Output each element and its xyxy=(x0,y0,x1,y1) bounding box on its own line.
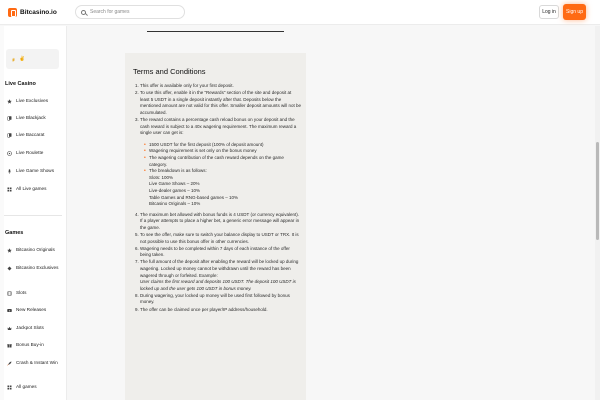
diamond-icon xyxy=(7,266,12,271)
sidebar-item-live-roulette[interactable] xyxy=(7,150,65,156)
cards-icon xyxy=(7,133,12,138)
sidebar-item-live-baccarat[interactable] xyxy=(7,132,65,138)
breakdown-line: Live-dealer games – 10% xyxy=(149,187,201,193)
sidebar-item-live-exclusives[interactable] xyxy=(7,98,65,104)
slots-icon xyxy=(7,291,12,296)
search-icon xyxy=(81,10,86,15)
sidebar-item-label: Live Exclusives xyxy=(16,98,49,103)
hand-icon xyxy=(11,57,16,62)
terms-item: 8. During wagering, your locked up money will be used first followed by bonus money. xyxy=(140,293,301,306)
sidebar-item-live-blackjack[interactable] xyxy=(7,115,65,121)
live-casino-heading: Live Casino xyxy=(5,81,36,87)
sidebar-item-bitcasino-originals[interactable] xyxy=(7,247,65,253)
sidebar-item-label: All Live games xyxy=(16,186,47,191)
bitcasino-logo-icon xyxy=(8,8,17,17)
sidebar-item-label: Bitcasino Exclusives xyxy=(16,265,59,270)
sidebar-item-label: Live Roulette xyxy=(16,150,44,155)
star-icon xyxy=(7,99,12,104)
breakdown-line: Slots: 100% xyxy=(149,174,174,180)
terms-item: 9. The offer can be claimed once per player/IP address/household. xyxy=(140,307,301,314)
sidebar-item-live-game-shows[interactable] xyxy=(7,168,65,174)
bullet-item: • 1500 USDT for the first deposit (100% of deposit amount) xyxy=(144,142,301,149)
sidebar-item-label: Slots xyxy=(16,290,27,295)
sidebar-item-bonus-buy-in[interactable] xyxy=(7,342,65,348)
sidebar-item-label: Crash & Instant Win xyxy=(16,360,58,365)
reward-bullets xyxy=(140,142,301,208)
search-input[interactable] xyxy=(90,9,180,15)
grid-icon xyxy=(7,385,12,390)
terms-item: 2. To use this offer, enable it in the "Rewards" section of the site and deposit at least 5 USDT in a single deposit instantly after that. Deposits below the mentioned amount are not valid for this offer. Smaller deposit amounts will not be accumulated. xyxy=(140,90,301,116)
search-box[interactable] xyxy=(75,5,185,19)
terms-item: 4. The maximum bet allowed with bonus funds is 4 USDT (or currency equivalent). If a player attempts to place a higher bet, a generic error message will appear in the game. xyxy=(140,212,301,232)
grid-icon xyxy=(7,187,12,192)
sidebar-item-crash-instant-win[interactable] xyxy=(7,360,65,366)
bullet-item: • The wagering contribution of the cash reward depends on the game category. xyxy=(144,155,301,168)
signup-button[interactable]: Sign up xyxy=(563,4,586,20)
terms-title: Terms and Conditions xyxy=(133,67,206,76)
rocket-icon xyxy=(7,361,12,366)
bullet-item: • The breakdown is as follows: Slots: 100% Live Game Shows – 20% Live-dealer games – 10% Table Games and RNG-based games – 10% Bitcasino Originals – 10% xyxy=(144,168,301,208)
sidebar-item-all-live-games[interactable] xyxy=(7,186,65,192)
sidebar-promo-item[interactable] xyxy=(6,49,59,69)
sidebar-item-label: New Releases xyxy=(16,307,47,312)
terms-example: User claims the first reward and deposits 100 USDT. The deposit 100 USDT is locked up and the user gets 100 USDT in bonus money. xyxy=(140,279,296,291)
sidebar-promo-label: ✌ xyxy=(19,56,25,62)
sidebar-item-label: Bitcasino Originals xyxy=(16,247,55,252)
terms-item: 3. The reward contains a percentage cash reload bonus on your deposit and the cash reward is subject to a 40x wagering requirement. The maximum reward a single user can get is: • 1500 USDT for the first deposit (100% of deposit amount) • Wagering requirement is set only on the bonus money • The wagering contribution of the cash reward depends on the game category. • The breakdown is as follows: Slots: 100% Live Game Shows – 20% Live-dealer games – 10% Table Games and RNG-based games – 10% Bitcasino Originals – 10% xyxy=(140,117,301,208)
terms-item: 5. To see the offer, make sure to switch your balance display to USDT or TRX. It is not possible to use this bonus offer in other currencies. xyxy=(140,232,301,245)
terms-item: 1. This offer is available only for your first deposit. xyxy=(140,83,301,90)
brand-logo[interactable] xyxy=(8,8,68,17)
terms-item: 7. The full amount of the deposit after enabling the reward will be locked up during wagering. Locked up money cannot be withdrawn until the reward has been wagered through or forfeited. Example: User claims the first reward and deposits 100 USDT. The deposit 100 USDT is locked up and the user gets 100 USDT in bonus money. xyxy=(140,259,301,292)
svg-text:N: N xyxy=(8,309,11,312)
sidebar-item-new-releases[interactable] xyxy=(7,307,65,313)
breakdown-line: Bitcasino Originals – 10% xyxy=(149,201,201,207)
bonus-icon xyxy=(7,343,12,348)
sidebar-item-label: Jackpot Slots xyxy=(16,325,44,330)
sidebar-item-all-games[interactable] xyxy=(7,384,65,390)
bullet-item: • Wagering requirement is set only on the bonus money xyxy=(144,148,301,155)
sidebar-item-label: Live Baccarat xyxy=(16,132,45,137)
breakdown-line: Live Game Shows – 20% xyxy=(149,181,200,187)
page-scrollbar-thumb[interactable] xyxy=(596,142,599,240)
sidebar-item-label: All games xyxy=(16,384,37,389)
brand-name: Bitcasino.io xyxy=(20,8,57,16)
new-icon xyxy=(7,308,12,313)
content-separator xyxy=(147,31,284,32)
sidebar-item-label: Bonus Buy-in xyxy=(16,342,44,347)
top-header xyxy=(0,0,600,25)
games-heading: Games xyxy=(5,230,24,236)
breakdown-line: Table Games and RNG-based games – 10% xyxy=(149,194,239,200)
sidebar-item-jackpot-slots[interactable] xyxy=(7,325,65,331)
terms-content xyxy=(133,83,301,314)
sidebar-item-bitcasino-exclusives[interactable] xyxy=(7,265,65,271)
login-button[interactable]: Log in xyxy=(539,5,559,19)
sidebar-item-slots[interactable] xyxy=(7,290,65,296)
sidebar-rail xyxy=(0,26,4,400)
sidebar-divider xyxy=(4,215,62,216)
terms-item: 6. Wagering needs to be completed within 7 days of each instance of the offer being taken. xyxy=(140,246,301,259)
terms-list xyxy=(133,83,301,313)
roulette-icon xyxy=(7,151,12,156)
star-icon xyxy=(7,248,12,253)
cards-icon xyxy=(7,116,12,121)
sidebar-item-label: Live Blackjack xyxy=(16,115,46,120)
sidebar-item-label: Live Game Shows xyxy=(16,168,55,173)
mic-icon xyxy=(7,169,12,174)
jackpot-icon xyxy=(7,326,12,331)
